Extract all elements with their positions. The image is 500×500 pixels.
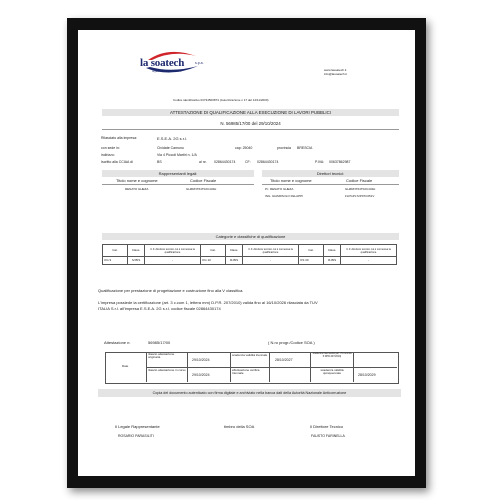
class-value: III-BIS <box>324 257 341 265</box>
province-value: BRESCIA <box>297 146 313 150</box>
cat-value: OS 30 <box>299 257 324 265</box>
class-value: III-BIS <box>226 257 243 265</box>
address-value: Via 4 Piccoli Martiri n. 1/A <box>157 153 197 157</box>
original-release-date: 29/10/2024 <box>192 358 210 362</box>
cf-header: C.F. direttore tecnico cui è connessa la qualificazione <box>341 245 397 257</box>
dates-label: Date <box>122 364 129 368</box>
email-link[interactable]: info@lasoatech.it <box>324 72 348 76</box>
seat-label: con sede in: <box>101 146 120 150</box>
class-header: Class. <box>128 245 145 257</box>
cf-value: - <box>243 257 299 265</box>
current-release-date: 29/10/2024 <box>192 373 210 377</box>
legal-rep-cf: GHZRNT64T02C434H <box>186 187 217 191</box>
tech-col-cf: Codice Fiscale <box>346 178 373 183</box>
quinquennial-expiry-date: 28/10/2029 <box>358 373 376 377</box>
website-link[interactable]: www.lasoatech.it <box>324 68 347 72</box>
legal-col-cf: Codice Fiscale <box>190 178 217 183</box>
triennial-expiry-date: 28/10/2027 <box>275 358 293 362</box>
cciaa-label: Iscritto alla CCIAA di <box>101 160 133 164</box>
certification-line-1: L'impresa possiede la certificazione (art. 3 c.com 1, lettera mm) D.P.R. 207/2010) valida fino al 16/10/2026 rilasciata da TUV <box>98 300 318 305</box>
cf-header: C.F. direttore tecnico cui è connessa la qualificazione <box>243 245 299 257</box>
attestation-label: Attestazione n: <box>104 340 131 345</box>
grid-line <box>269 352 270 382</box>
legal-col-name: Titolo nome e cognome <box>116 178 158 183</box>
class-header: Class. <box>226 245 243 257</box>
company-name: E.S.E.A. 2G s.r.l. <box>157 136 188 141</box>
design-qualification: Qualificazione per prestazione di progettazione e costruzione fino alla V classifica. <box>98 288 244 293</box>
document-number: N. 56985/17/00 del 29/10/2024 <box>220 121 281 126</box>
tech-dir-signatory: FAUSTO FARINELLA <box>311 434 345 438</box>
identification-line: Codice identificativo 03734500873 (Autorizzazione n 17 del 14/11/2000) <box>173 98 269 102</box>
attestation-number: 56985/17/00 <box>148 340 171 345</box>
tech-dir-2-cf: FLPGPL72P07C051V <box>345 194 375 198</box>
cat-header: Cat. <box>103 245 128 257</box>
legal-rep-name: RENATO GHEZA <box>125 187 149 191</box>
cf-label: CF: <box>245 160 251 164</box>
cciaa-value: BS <box>157 160 162 164</box>
divider <box>102 129 399 130</box>
tech-directors-title: Direttori tecnici: <box>316 171 345 176</box>
piva-label: P.IVA: <box>315 160 325 164</box>
triennial-verification-label: effettuazione verifica triennale <box>232 368 260 376</box>
quinquennial-expiry-label: scadenza validità quinquennale <box>320 368 344 376</box>
original-release-label: rilascio attestazione originaria <box>148 352 175 360</box>
soa-stamp-label: timbro della SOA <box>224 424 255 429</box>
city-value: Cividate Camuno <box>157 146 184 150</box>
categories-table <box>102 244 397 265</box>
cf-value: - <box>145 257 201 265</box>
cf-value: 02864430174 <box>257 160 279 164</box>
company-label: Rilasciato alla impresa: <box>101 136 137 140</box>
tech-dir-1-name: P.I. RENATO GHEZA <box>265 187 294 191</box>
address-label: indirizzo: <box>101 153 115 157</box>
triennial-expiry-label: scadenza validità triennale <box>232 353 268 357</box>
class-value: IV-BIS <box>128 257 145 265</box>
tech-dir-1-cf: GHZRNT64T02C434H <box>345 187 376 191</box>
grid-line <box>310 352 311 382</box>
legal-rep-signatory: ROSARIO PARASILITI <box>118 434 154 438</box>
piva-value: 00637862987 <box>329 160 351 164</box>
province-label: provincia <box>277 146 292 150</box>
logo-suffix: s.p.a. <box>195 61 204 65</box>
cat-header: Cat. <box>201 245 226 257</box>
logo-tagline: organismo di attestazione <box>152 70 182 73</box>
grid-line <box>353 352 354 382</box>
certification-line-2: ITALIA S.r.l. all'impresa E.S.E.A. 2G s.r.l. codice fiscale 02864430174 <box>98 306 221 311</box>
tech-dir-2-name: ING. GIAMPAOLO FELAPPI <box>265 194 303 198</box>
certificate-page <box>78 30 415 476</box>
legal-rep-title: Il Legale Rappresentante <box>115 424 160 429</box>
cat-header: Cat. <box>299 245 324 257</box>
categories-title: Categorie e classifiche di qualificazione <box>215 234 286 239</box>
progressive-code: ( N.ro progr./Codice SOA ) <box>268 340 315 345</box>
cf-value: - <box>341 257 397 265</box>
cat-value: OG 9 <box>103 257 128 265</box>
current-release-label: rilascio attestazione in corso <box>148 368 186 372</box>
picture-frame <box>67 18 426 488</box>
copy-note: Copia del documento autenticato con firma digitale e archiviato nella banca dati della Autorità Nazionale Anticorruzione <box>152 391 347 395</box>
grid-line <box>230 352 231 382</box>
tech-col-name: Titolo nome e cognome <box>270 178 312 183</box>
cap-value: cap: 25040 <box>235 146 253 150</box>
document-title: ATTESTAZIONE DI QUALIFICAZIONE ALLA ESECUZIONE DI LAVORI PUBBLICI <box>169 110 332 115</box>
grid-line <box>187 352 188 382</box>
cat-value: OG 10 <box>201 257 226 265</box>
soatech-logo <box>138 48 208 76</box>
legal-reps-title: Rappresentanti legali: <box>158 171 198 176</box>
logo-name: la soatech <box>140 57 185 69</box>
cf-header: C.F. direttore tecnico cui è connessa la qualificazione <box>145 245 201 257</box>
tech-dir-title: Il Direttore Tecnico <box>310 424 344 429</box>
class-header: Class. <box>324 245 341 257</box>
intermediate-expiry-label: scadenza intermedia (art. 76 comma 5 DPR 207/2010) <box>312 352 352 358</box>
rea-value: 02864430174 <box>214 160 236 164</box>
rea-label: al nr. <box>199 160 207 164</box>
